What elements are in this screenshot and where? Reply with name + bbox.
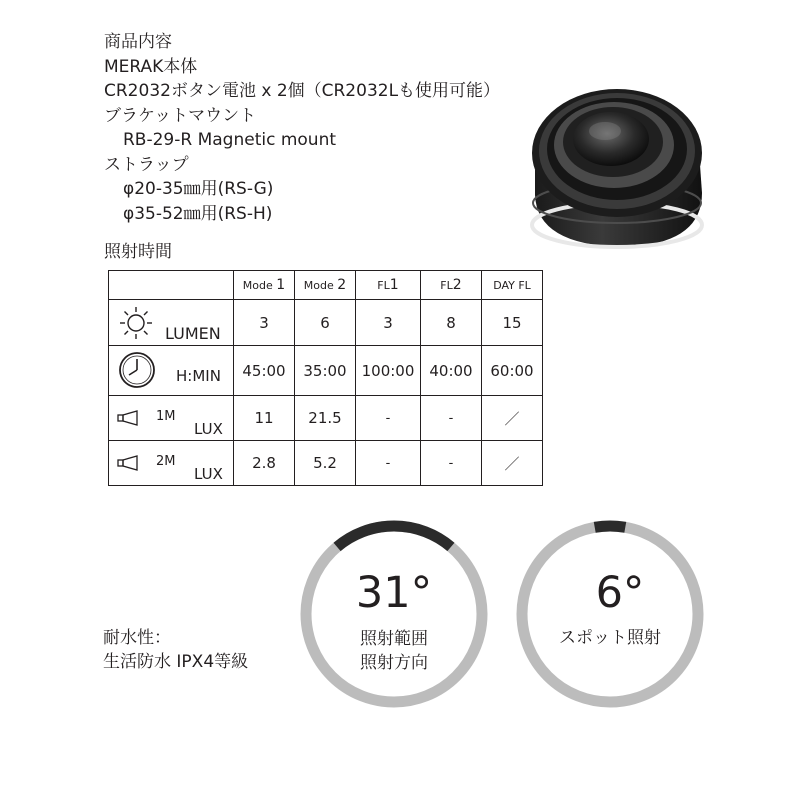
- water-resistance: [103, 626, 248, 674]
- lumen-label: LUMEN: [165, 324, 221, 343]
- lumen-value: 8: [421, 300, 482, 346]
- lux-distance: 1M: [156, 409, 176, 424]
- runtime-label: H:MIN: [176, 367, 221, 385]
- contents-item: MERAK本体: [104, 56, 198, 77]
- contents-item: ストラップ: [104, 154, 189, 175]
- lux-value: -: [356, 441, 421, 486]
- flood-label-line: 照射範囲: [360, 629, 428, 649]
- mode-header: Mode 1: [234, 271, 295, 300]
- contents-heading: 商品内容: [104, 32, 172, 52]
- contents-subitem: φ35-52㎜用(RS-H): [123, 203, 273, 224]
- contents-subitem: φ20-35㎜用(RS-G): [123, 179, 274, 199]
- spot-label-line: スポット照射: [559, 628, 661, 648]
- spot-angle-value: 6°: [595, 568, 645, 618]
- flood-label-line: 照射方向: [360, 653, 428, 673]
- mode-header: FL1: [356, 271, 421, 300]
- runtime-value: 100:00: [356, 346, 421, 396]
- flood-angle-arc: [337, 526, 451, 547]
- lux-label: LUX: [194, 465, 223, 483]
- lux-distance: 2M: [156, 454, 176, 469]
- runtime-heading: 照射時間: [104, 242, 172, 262]
- lux-value: -: [421, 396, 482, 441]
- lux-value: ／: [482, 441, 543, 486]
- mode-header: Mode 2: [295, 271, 356, 300]
- runtime-value: 45:00: [234, 346, 295, 396]
- flood-angle-label: [324, 627, 464, 675]
- lux-value: 11: [234, 396, 295, 441]
- mode-header: FL2: [421, 271, 482, 300]
- runtime-value: 35:00: [295, 346, 356, 396]
- lumen-value: 15: [482, 300, 543, 346]
- contents-item: CR2032ボタン電池 x 2個（CR2032Lも使用可能）: [104, 81, 501, 101]
- water-heading: 耐水性：: [103, 628, 171, 648]
- runtime-value: 60:00: [482, 346, 543, 396]
- contents-subitem: RB-29-R Magnetic mount: [123, 130, 337, 150]
- lux-value: 21.5: [295, 396, 356, 441]
- lux-value: 2.8: [234, 441, 295, 486]
- lux-value: ／: [482, 396, 543, 441]
- lux-value: 5.2: [295, 441, 356, 486]
- lumen-value: 3: [356, 300, 421, 346]
- mode-header: DAY FL: [482, 271, 543, 300]
- flood-angle-value: 31°: [355, 568, 433, 618]
- lux-label: LUX: [194, 420, 223, 438]
- lux-value: -: [356, 396, 421, 441]
- contents-item: ブラケットマウント: [104, 105, 257, 126]
- lumen-value: 3: [234, 300, 295, 346]
- spot-angle-label: [540, 626, 680, 650]
- lux-value: -: [421, 441, 482, 486]
- water-rating: 生活防水 IPX4等級: [103, 652, 249, 672]
- runtime-value: 40:00: [421, 346, 482, 396]
- lumen-value: 6: [295, 300, 356, 346]
- spot-angle-arc: [595, 526, 626, 527]
